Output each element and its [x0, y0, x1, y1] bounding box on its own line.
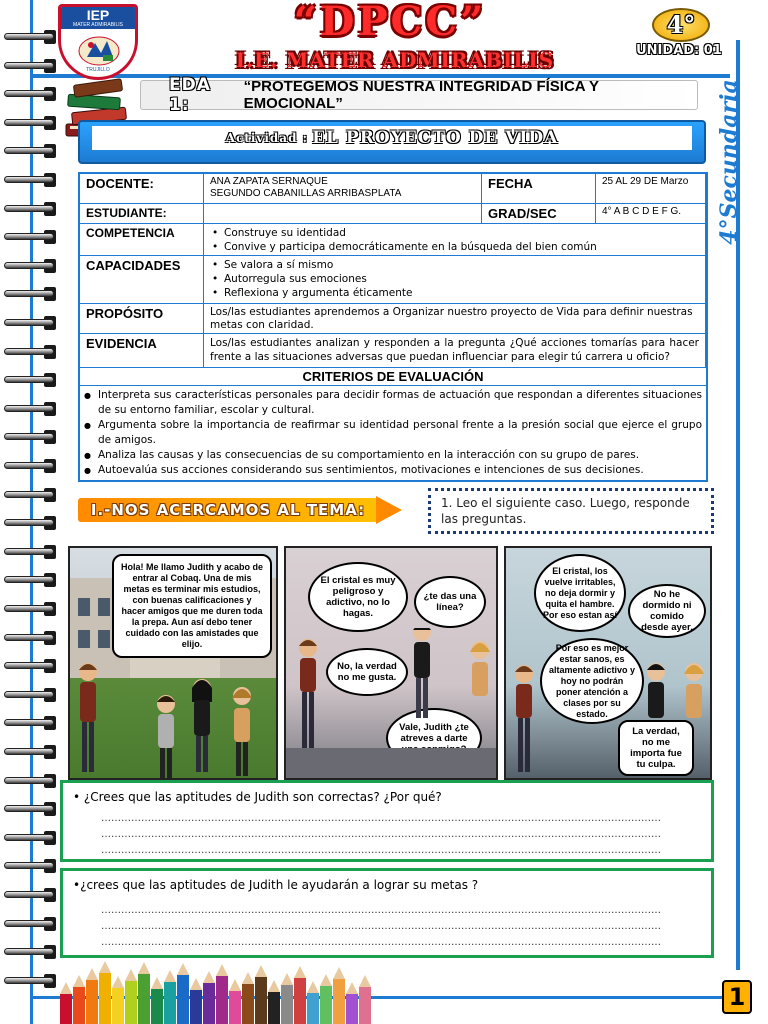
spiral-ring-icon	[4, 345, 58, 359]
spiral-ring-icon	[4, 745, 58, 759]
pencil-icon	[151, 977, 163, 1024]
fecha-value: 25 AL 29 DE Marzo	[596, 174, 706, 204]
pencil-icon	[268, 980, 280, 1024]
pencil-icon	[138, 962, 150, 1024]
pencil-icon	[307, 981, 319, 1024]
logo-footer: TRUJILLO	[86, 67, 110, 73]
spiral-ring-icon	[4, 144, 58, 158]
question-box-1	[60, 780, 714, 862]
eda-label: EDA 1:	[169, 75, 211, 115]
spiral-ring-icon	[4, 659, 58, 673]
capacidades-value	[204, 256, 706, 304]
docente-name-1: ANA ZAPATA SERNAQUE	[210, 176, 328, 187]
grade-badge: 4°	[652, 8, 710, 42]
speech-bubble: La verdad, no me importa fue tu culpa.	[618, 720, 694, 776]
spiral-ring-icon	[4, 545, 58, 559]
criterio-item: ● Argumenta sobre la importancia de reafirmar su identidad personal frente a la presión social que ejerce el grupo de amigos.	[84, 418, 702, 448]
docente-value	[204, 174, 482, 204]
spiral-ring-icon	[4, 488, 58, 502]
logo-text: IEP	[61, 7, 135, 29]
school-name: I.E. MATER ADMIRABILIS	[235, 48, 555, 72]
capacidades-label: CAPACIDADES	[80, 256, 204, 304]
spiral-ring-icon	[4, 831, 58, 845]
capacidad-item: • Reflexiona y argumenta éticamente	[210, 286, 699, 300]
unit-label: UNIDAD: 01	[636, 43, 722, 58]
proposito-label: PROPÓSITO	[80, 304, 204, 334]
eda-bar	[140, 75, 698, 115]
spiral-ring-icon	[4, 430, 58, 444]
spiral-ring-icon	[4, 373, 58, 387]
question-box-2	[60, 868, 714, 958]
pencil-icon	[60, 982, 72, 1024]
speech-bubble: El cristal, los vuelve irritables, no deja dormir y quita el hambre. Por eso estan así	[534, 554, 626, 632]
competencia-item: • Construye su identidad	[210, 226, 699, 240]
comic-panel-1	[68, 546, 278, 780]
pencil-icon	[164, 970, 176, 1024]
section-title: I.-NOS ACERCAMOS AL TEMA:	[90, 501, 366, 519]
colored-pencils-decoration	[60, 962, 380, 1024]
students-bus-icon	[506, 658, 712, 780]
question-text: • ¿Crees que las aptitudes de Judith son correctas? ¿Por qué?	[73, 790, 442, 804]
pencil-icon	[190, 978, 202, 1024]
criterios-list	[84, 388, 702, 478]
criterio-item: ● Analiza las causas y las consecuencias de su comportamiento en la interacción con su grupo de pares.	[84, 448, 702, 463]
docente-label: DOCENTE:	[80, 174, 204, 204]
spiral-ring-icon	[4, 459, 58, 473]
pencil-icon	[177, 963, 189, 1024]
criterio-item: ● Interpreta sus características personales para decidir formas de actuación que respondan a diferentes situaciones de su entorno familiar, escolar y cultural.	[84, 388, 702, 418]
vertical-grade-text: 4°Secundaria	[716, 79, 742, 245]
spiral-ring-icon	[4, 287, 58, 301]
evidencia-label: EVIDENCIA	[80, 334, 204, 368]
pencil-icon	[346, 982, 358, 1024]
spiral-ring-icon	[4, 888, 58, 902]
spiral-ring-icon	[4, 945, 58, 959]
spiral-ring-icon	[4, 573, 58, 587]
pencil-icon	[320, 974, 332, 1024]
speech-bubble: El cristal es muy peligroso y adictivo, no lo hagas.	[308, 562, 408, 632]
criterios-heading: CRITERIOS DE EVALUACIÓN	[80, 368, 706, 386]
activity-banner	[78, 120, 706, 164]
info-table	[78, 172, 708, 482]
pencil-icon	[86, 968, 98, 1024]
competencia-value	[204, 224, 706, 256]
students-seated-icon	[286, 628, 498, 780]
estudiante-label: ESTUDIANTE:	[80, 204, 204, 224]
pencil-icon	[294, 966, 306, 1024]
spiral-ring-icon	[4, 202, 58, 216]
spiral-ring-icon	[4, 116, 58, 130]
pencil-icon	[216, 964, 228, 1024]
answer-line[interactable]: ……………………………………………………………………………………………………………………………………………………	[101, 813, 661, 824]
docente-name-2: SEGUNDO CABANILLAS ARRIBASPLATA	[210, 188, 402, 199]
program-title: “DPCC”	[293, 0, 487, 45]
activity-label: Actividad :	[225, 131, 309, 145]
pencil-icon	[229, 979, 241, 1024]
spiral-ring-icon	[4, 402, 58, 416]
fecha-label: FECHA	[482, 174, 596, 204]
instruction-box: 1. Leo el siguiente caso. Luego, responde las preguntas.	[428, 488, 714, 534]
pencil-icon	[125, 969, 137, 1024]
activity-title: EL PROYECTO DE VIDA	[312, 128, 559, 148]
speech-bubble: Vale, Judith ¿te atreves a darte	[386, 708, 482, 768]
pencil-icon	[359, 975, 371, 1024]
capacidad-item: • Autorregula sus emociones	[210, 272, 699, 286]
pencil-icon	[333, 967, 345, 1024]
speech-bubble: ¿te das una línea?	[414, 576, 486, 628]
section-title-banner	[78, 496, 418, 528]
spiral-ring-icon	[4, 974, 58, 988]
spiral-ring-icon	[4, 316, 58, 330]
spiral-ring-icon	[4, 716, 58, 730]
spiral-ring-icon	[4, 59, 58, 73]
pencil-icon	[203, 971, 215, 1024]
capacidad-item: • Se valora a sí mismo	[210, 258, 699, 272]
competencia-label: COMPETENCIA	[80, 224, 204, 256]
spiral-ring-icon	[4, 87, 58, 101]
comic-panel-3	[504, 546, 712, 780]
students-group-icon	[70, 658, 278, 780]
vertical-grade-label	[714, 62, 744, 262]
spiral-ring-icon	[4, 774, 58, 788]
logo-subtitle: MATER ADMIRABILIS	[73, 22, 123, 28]
speech-bubble: No he dormido ni comido desde ayer.	[628, 584, 706, 638]
pencil-icon	[99, 961, 111, 1024]
answer-line[interactable]: ……………………………………………………………………………………………………………………………………………………	[101, 845, 661, 856]
spiral-ring-icon	[4, 631, 58, 645]
evidencia-value: Los/las estudiantes analizan y responden a la pregunta ¿Qué acciones tomarías para hacer frente a las situaciones adversas que puedan influenciar para elegir tú carrera u oficio?	[204, 334, 706, 368]
speech-bubble: Hola! Me llamo Judith y acabo de entrar al Cobaq. Una de mis metas es terminar mis estudios, con buenas calificaciones y hacer amigos que me duren toda la prepa. Aun así debo tener cuidado con las amistades que elijo.	[112, 554, 272, 658]
pencil-icon	[255, 965, 267, 1024]
gradsec-value: 4° A B C D E F G.	[596, 204, 706, 224]
estudiante-field[interactable]	[204, 204, 482, 224]
answer-line[interactable]: ……………………………………………………………………………………………………………………………………………………	[101, 829, 661, 840]
answer-line[interactable]: ……………………………………………………………………………………………………………………………………………………	[101, 921, 661, 932]
pencil-icon	[112, 976, 124, 1024]
gradsec-label: GRAD/SEC	[482, 204, 596, 224]
speech-bubble: Por eso es mejor estar sanos, es altamente adictivo y hoy no podrán poner atención a clases por su estado.	[540, 638, 644, 724]
spiral-ring-icon	[4, 688, 58, 702]
spiral-ring-icon	[4, 859, 58, 873]
school-logo	[58, 4, 138, 80]
answer-line[interactable]: ……………………………………………………………………………………………………………………………………………………	[101, 905, 661, 916]
spiral-ring-icon	[4, 602, 58, 616]
spiral-ring-icon	[4, 259, 58, 273]
spiral-binding	[0, 30, 60, 1010]
spiral-ring-icon	[4, 516, 58, 530]
pencil-icon	[73, 975, 85, 1024]
page-number: 1	[722, 980, 752, 1014]
pencil-icon	[242, 972, 254, 1024]
spiral-ring-icon	[4, 802, 58, 816]
eda-title: “PROTEGEMOS NUESTRA INTEGRIDAD FÍSICA Y EMOCIONAL”	[243, 78, 599, 112]
criterio-item: ● Autoevalúa sus acciones considerando sus sentimientos, motivaciones e intenciones de sus decisiones.	[84, 463, 702, 478]
pencil-icon	[281, 973, 293, 1024]
spiral-ring-icon	[4, 917, 58, 931]
speech-bubble: No, la verdad no me gusta.	[326, 648, 408, 696]
spiral-ring-icon	[4, 230, 58, 244]
proposito-value: Los/las estudiantes aprendemos a Organizar nuestro proyecto de Vida para definir nuestras metas con claridad.	[204, 304, 706, 334]
comic-panel-2	[284, 546, 498, 780]
logo-emblem-icon	[71, 31, 127, 71]
competencia-item: • Convive y participa democráticamente en la búsqueda del bien común	[210, 240, 699, 254]
question-text: •¿crees que las aptitudes de Judith le ayudarán a lograr su metas ?	[73, 878, 479, 892]
answer-line[interactable]: ……………………………………………………………………………………………………………………………………………………	[101, 937, 661, 948]
spiral-ring-icon	[4, 173, 58, 187]
spiral-ring-icon	[4, 30, 58, 44]
